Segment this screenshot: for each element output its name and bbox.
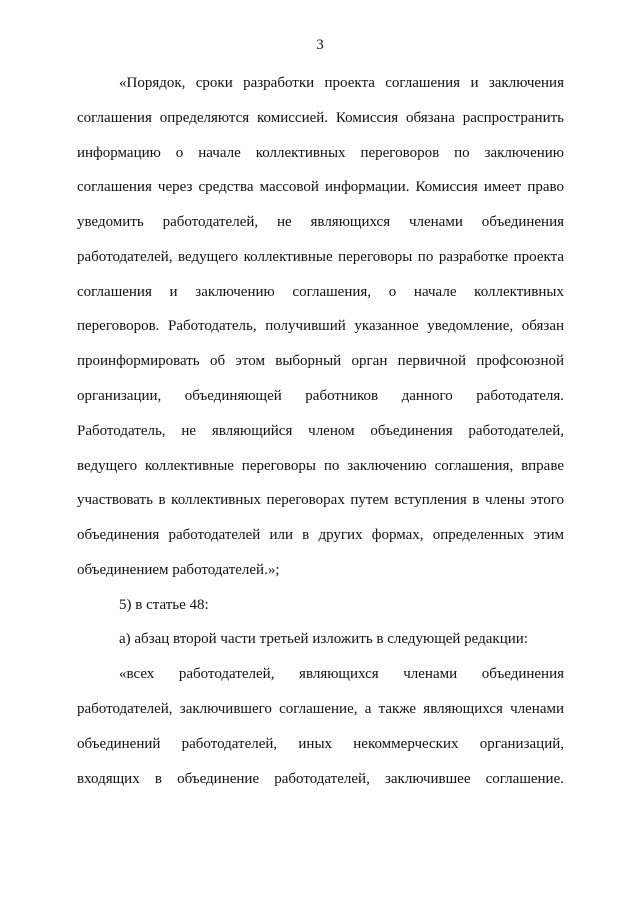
paragraph-line: соглашения и заключению соглашения, о начале коллективных bbox=[77, 284, 564, 300]
paragraph-line: участвовать в коллективных переговорах путем вступления в члены этого bbox=[77, 492, 564, 508]
quoted-line: объединений работодателей, иных некоммерческих организаций, bbox=[77, 736, 564, 752]
quoted-line: работодателей, заключившего соглашение, а также являющихся членами bbox=[77, 701, 564, 717]
paragraph-line: объединением работодателей.»; bbox=[77, 562, 280, 578]
paragraph-line: Работодатель, не являющийся членом объединения работодателей, bbox=[77, 423, 564, 439]
paragraph-line: работодателей, ведущего коллективные переговоры по разработке проекта bbox=[77, 249, 564, 265]
paragraph-line: информацию о начале коллективных переговоров по заключению bbox=[77, 145, 564, 161]
paragraph-line: объединения работодателей или в других формах, определенных этим bbox=[77, 527, 564, 543]
paragraph-line: соглашения через средства массовой информации. Комиссия имеет право bbox=[77, 179, 564, 195]
page-number: 3 bbox=[316, 37, 324, 53]
paragraph-line: переговоров. Работодатель, получивший указанное уведомление, обязан bbox=[77, 318, 564, 334]
paragraph-line: ведущего коллективные переговоры по заключению соглашения, вправе bbox=[77, 458, 564, 474]
paragraph-line: уведомить работодателей, не являющихся членами объединения bbox=[77, 214, 564, 230]
quoted-line: «всех работодателей, являющихся членами объединения bbox=[119, 666, 564, 682]
paragraph-line: организации, объединяющей работников данного работодателя. bbox=[77, 388, 564, 404]
paragraph-line: проинформировать об этом выборный орган первичной профсоюзной bbox=[77, 353, 564, 369]
list-item-heading: 5) в статье 48: bbox=[119, 597, 209, 613]
quoted-line: входящих в объединение работодателей, заключившее соглашение. bbox=[77, 771, 564, 787]
paragraph-line: «Порядок, сроки разработки проекта соглашения и заключения bbox=[119, 75, 564, 91]
subitem-heading: а) абзац второй части третьей изложить в следующей редакции: bbox=[119, 631, 528, 647]
paragraph-line: соглашения определяются комиссией. Комиссия обязана распространить bbox=[77, 110, 564, 126]
